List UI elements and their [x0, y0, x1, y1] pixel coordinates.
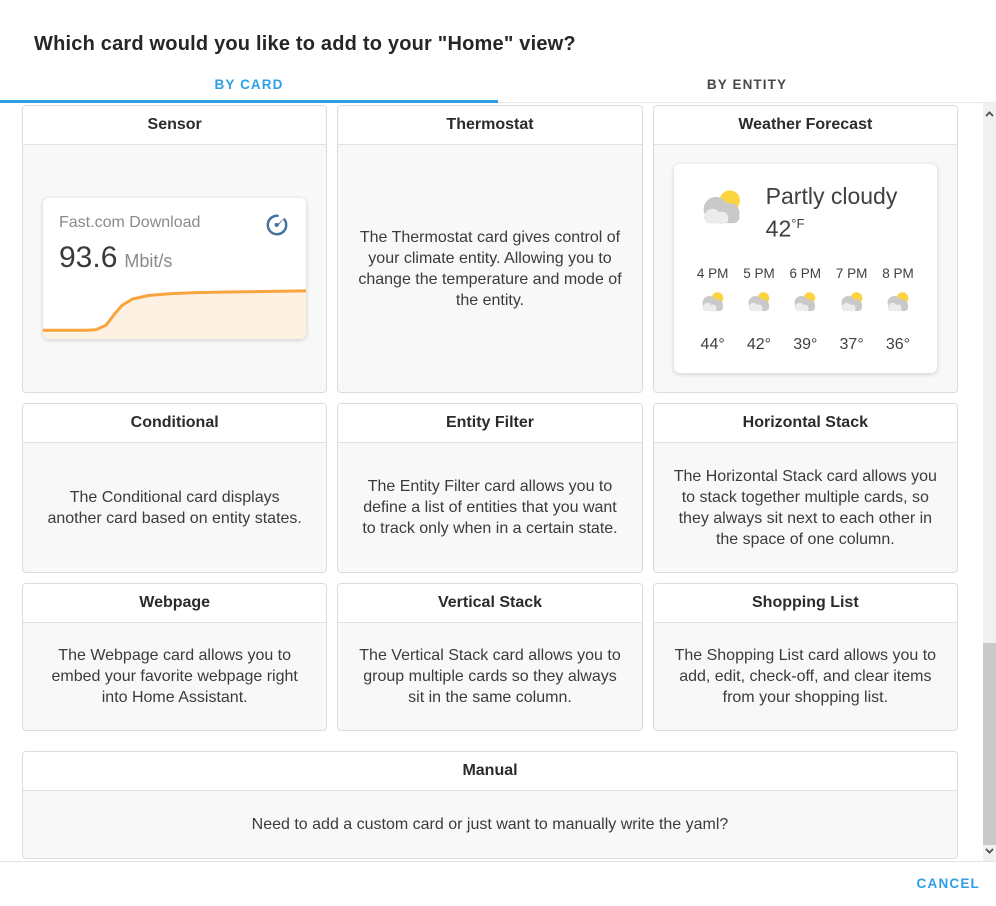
- card-option-vertical-stack[interactable]: [337, 583, 642, 731]
- card-option-title: Weather Forecast: [654, 106, 957, 145]
- card-option-thermostat[interactable]: [337, 105, 642, 393]
- sensor-card-preview-area: [23, 145, 326, 392]
- sensor-unit: Mbit/s: [124, 251, 173, 271]
- card-option-title: Conditional: [23, 404, 326, 443]
- card-option-description: Need to add a custom card or just want to manually write the yaml?: [251, 816, 729, 833]
- card-options-grid: [22, 105, 958, 731]
- card-option-description: The Thermostat card gives control of your climate entity. Allowing you to change the temperature and mode of the entity.: [358, 228, 622, 309]
- sensor-history-sparkline: [43, 281, 306, 339]
- card-option-title: Vertical Stack: [338, 584, 641, 623]
- gauge-icon: [264, 212, 290, 244]
- card-option-manual[interactable]: [22, 751, 958, 859]
- dialog-title: Which card would you like to add to your "Home" view?: [34, 32, 576, 55]
- tab-by-card-label: BY CARD: [214, 76, 284, 92]
- card-option-entity-filter[interactable]: [337, 403, 642, 573]
- scrollbar-down-arrow-icon[interactable]: [983, 843, 996, 858]
- partly-cloudy-icon: [783, 291, 827, 322]
- card-picker-scroll-area[interactable]: [0, 103, 996, 862]
- sensor-preview-card: [43, 198, 306, 339]
- dialog-footer: [0, 862, 996, 906]
- card-option-title: Shopping List: [654, 584, 957, 623]
- forecast-time: 5 PM: [743, 265, 775, 281]
- partly-cloudy-icon: [694, 188, 750, 238]
- card-option-title: Webpage: [23, 584, 326, 623]
- forecast-time: 8 PM: [882, 265, 914, 281]
- tab-bar: [0, 66, 996, 103]
- forecast-item: [783, 263, 827, 355]
- forecast-item: [737, 263, 781, 355]
- forecast-temp: 42°: [746, 335, 772, 353]
- weather-preview-card: [674, 164, 937, 373]
- cancel-button[interactable]: CANCEL: [909, 866, 988, 901]
- forecast-time: 4 PM: [696, 265, 729, 281]
- card-option-title: Entity Filter: [338, 404, 641, 443]
- card-option-description: The Horizontal Stack card allows you to stack together multiple cards, so they always sit next to each other in the space of one column.: [673, 467, 937, 548]
- tab-by-card[interactable]: [0, 66, 498, 102]
- sensor-value: 93.6: [59, 241, 118, 274]
- partly-cloudy-icon: [691, 291, 735, 322]
- card-option-sensor[interactable]: [22, 105, 327, 393]
- forecast-item: [830, 263, 874, 355]
- forecast-temp: 44°: [700, 335, 725, 353]
- card-option-description: The Conditional card displays another card based on entity states.: [47, 488, 302, 527]
- card-option-horizontal-stack[interactable]: [653, 403, 958, 573]
- weather-forecast-row: [688, 263, 923, 355]
- forecast-item: [691, 263, 735, 355]
- card-option-weather-forecast[interactable]: [653, 105, 958, 393]
- forecast-temp: 39°: [793, 335, 818, 353]
- forecast-item: [876, 263, 920, 355]
- forecast-time: 6 PM: [789, 265, 822, 281]
- forecast-temp: 37°: [839, 335, 864, 353]
- card-option-conditional[interactable]: [22, 403, 327, 573]
- card-option-title: Sensor: [23, 106, 326, 145]
- tab-by-entity[interactable]: [498, 66, 996, 102]
- weather-condition: Partly cloudy: [765, 183, 898, 210]
- card-option-webpage[interactable]: [22, 583, 327, 731]
- card-option-description: The Vertical Stack card allows you to group multiple cards so they always sit in the same column.: [359, 647, 621, 706]
- card-option-title: Horizontal Stack: [654, 404, 957, 443]
- card-option-description: The Shopping List card allows you to add, edit, check-off, and clear items from your shopping list.: [674, 647, 937, 706]
- sensor-name: Fast.com Download: [59, 214, 201, 231]
- partly-cloudy-icon: [876, 291, 920, 322]
- tab-by-entity-label: BY ENTITY: [706, 76, 788, 92]
- weather-temperature-unit: °F: [791, 216, 805, 232]
- forecast-temp: 36°: [885, 335, 911, 353]
- card-option-shopping-list[interactable]: [653, 583, 958, 731]
- card-option-description: The Entity Filter card allows you to define a list of entities that you want to track only when in a certain state.: [362, 478, 618, 537]
- partly-cloudy-icon: [737, 291, 781, 322]
- card-option-description: The Webpage card allows you to embed your favorite webpage right into Home Assistant.: [51, 647, 298, 706]
- partly-cloudy-icon: [830, 291, 874, 322]
- scrollbar-thumb[interactable]: [983, 643, 996, 845]
- vertical-scrollbar[interactable]: [983, 103, 996, 861]
- weather-card-preview-area: [654, 145, 957, 392]
- scrollbar-up-arrow-icon[interactable]: [983, 106, 996, 121]
- card-option-title: Thermostat: [338, 106, 641, 145]
- card-option-title: Manual: [23, 752, 957, 791]
- forecast-time: 7 PM: [835, 265, 868, 281]
- weather-temperature: 42: [765, 215, 792, 242]
